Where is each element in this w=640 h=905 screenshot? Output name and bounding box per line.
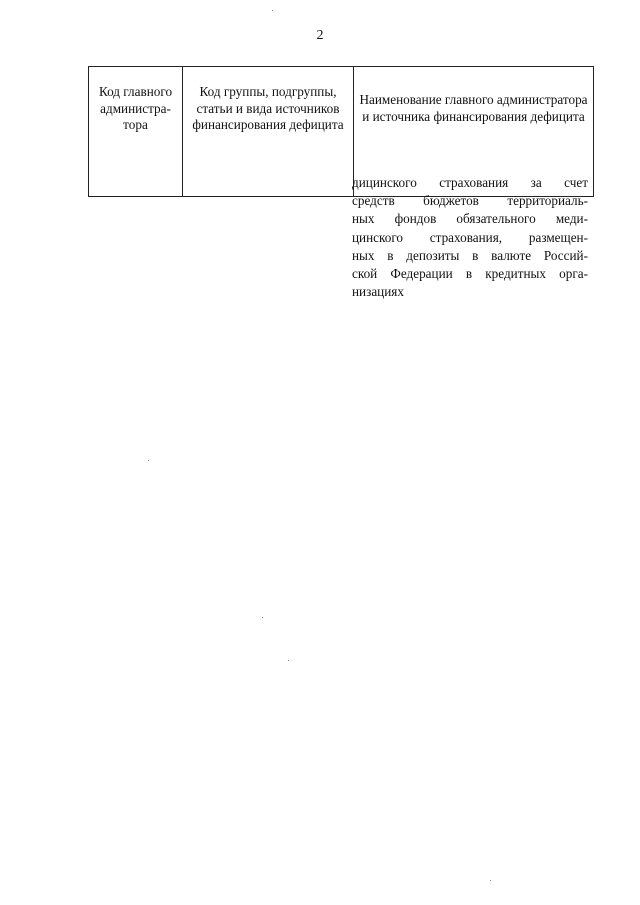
text-line: средств бюджетов территориаль- [352,193,588,209]
page-number: 2 [316,28,324,43]
scan-speck [288,660,289,661]
scan-speck [148,460,149,461]
text-line: цинского страхования, размещен- [352,229,588,245]
header-name: Наименование главного администратора и источника финансирования дефицита [354,67,594,197]
scan-speck [490,880,491,881]
header-source-code: Код группы, подгруппы, статьи и вида источников финансирования дефицита [183,67,354,197]
scan-speck [272,10,273,11]
text-line: низациях [352,284,404,300]
text-line: ных в депозиты в валюте Россий- [352,247,588,263]
scan-speck [262,617,263,618]
text-line: ской Федерации в кредитных орга- [352,266,588,282]
header-admin-code: Код главного администра-тора [89,67,183,197]
text-line: дицинского страхования за счет [352,175,588,190]
continued-name-cell [352,174,588,301]
text-line: ных фондов обязательного меди- [352,211,588,227]
